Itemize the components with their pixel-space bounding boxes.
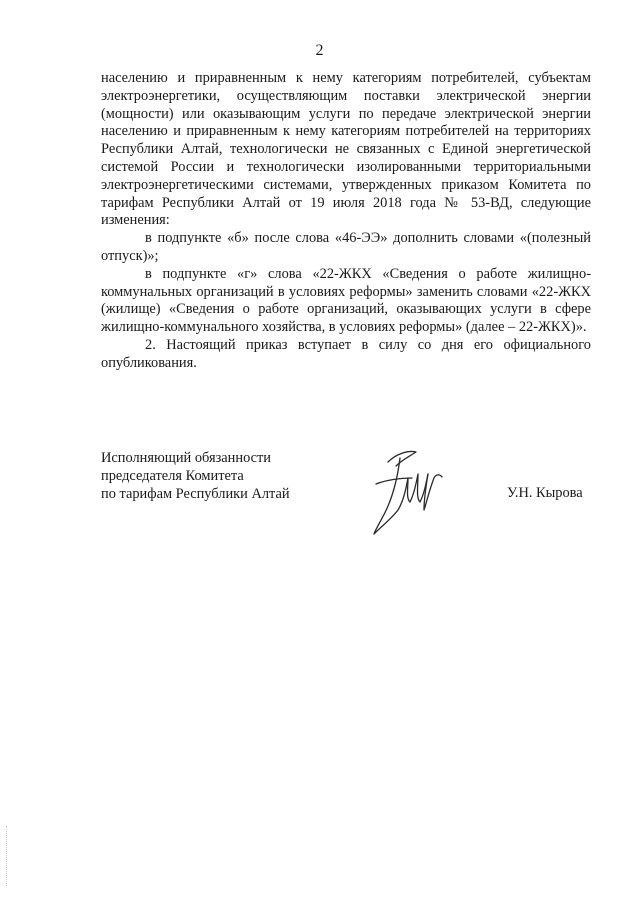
paragraph-item-g: в подпункте «г» слова «22-ЖКХ «Сведения о работе жилищно-коммунальных организаций в условиях реформы» заменить словами «22-ЖКХ (жилище) «Сведения о работе организаций, оказывающих услуги в сфере жилищно-коммунального хозяйства, в условиях реформы» (далее – 22-ЖКХ)». bbox=[101, 265, 591, 336]
signer-name: У.Н. Кырова bbox=[507, 485, 583, 501]
signatory-title bbox=[101, 449, 290, 503]
handwritten-signature bbox=[366, 444, 454, 544]
paragraph-point-2: 2. Настоящий приказ вступает в силу со дня его официального опубликования. bbox=[101, 336, 591, 371]
margin-artifact bbox=[6, 826, 10, 886]
page-number: 2 bbox=[315, 42, 324, 59]
signatory-title-line: по тарифам Республики Алтай bbox=[101, 486, 290, 502]
document-body bbox=[101, 70, 591, 373]
paragraph-continuation: населению и приравненным к нему категориям потребителей, субъектам электроэнергетики, осуществляющим поставки электрической энергии (мощности) или оказывающим услуги по передаче электрической энергии населению и приравненным к нему категориям потребителей на территориях Республики Алтай, технологически не связанных с Единой энергетической системой России и технологически изолированными территориальными электроэнергетическими системами, утвержденных приказом Комитета по тарифам Республики Алтай от 19 июля 2018 года № 53-ВД, следующие изменения: bbox=[101, 70, 591, 229]
signatory-title-line: председателя Комитета bbox=[101, 468, 244, 484]
signatory-title-line: Исполняющий обязанности bbox=[101, 450, 272, 466]
paragraph-item-b: в подпункте «б» после слова «46-ЭЭ» дополнить словами «(полезный отпуск)»; bbox=[101, 230, 591, 264]
